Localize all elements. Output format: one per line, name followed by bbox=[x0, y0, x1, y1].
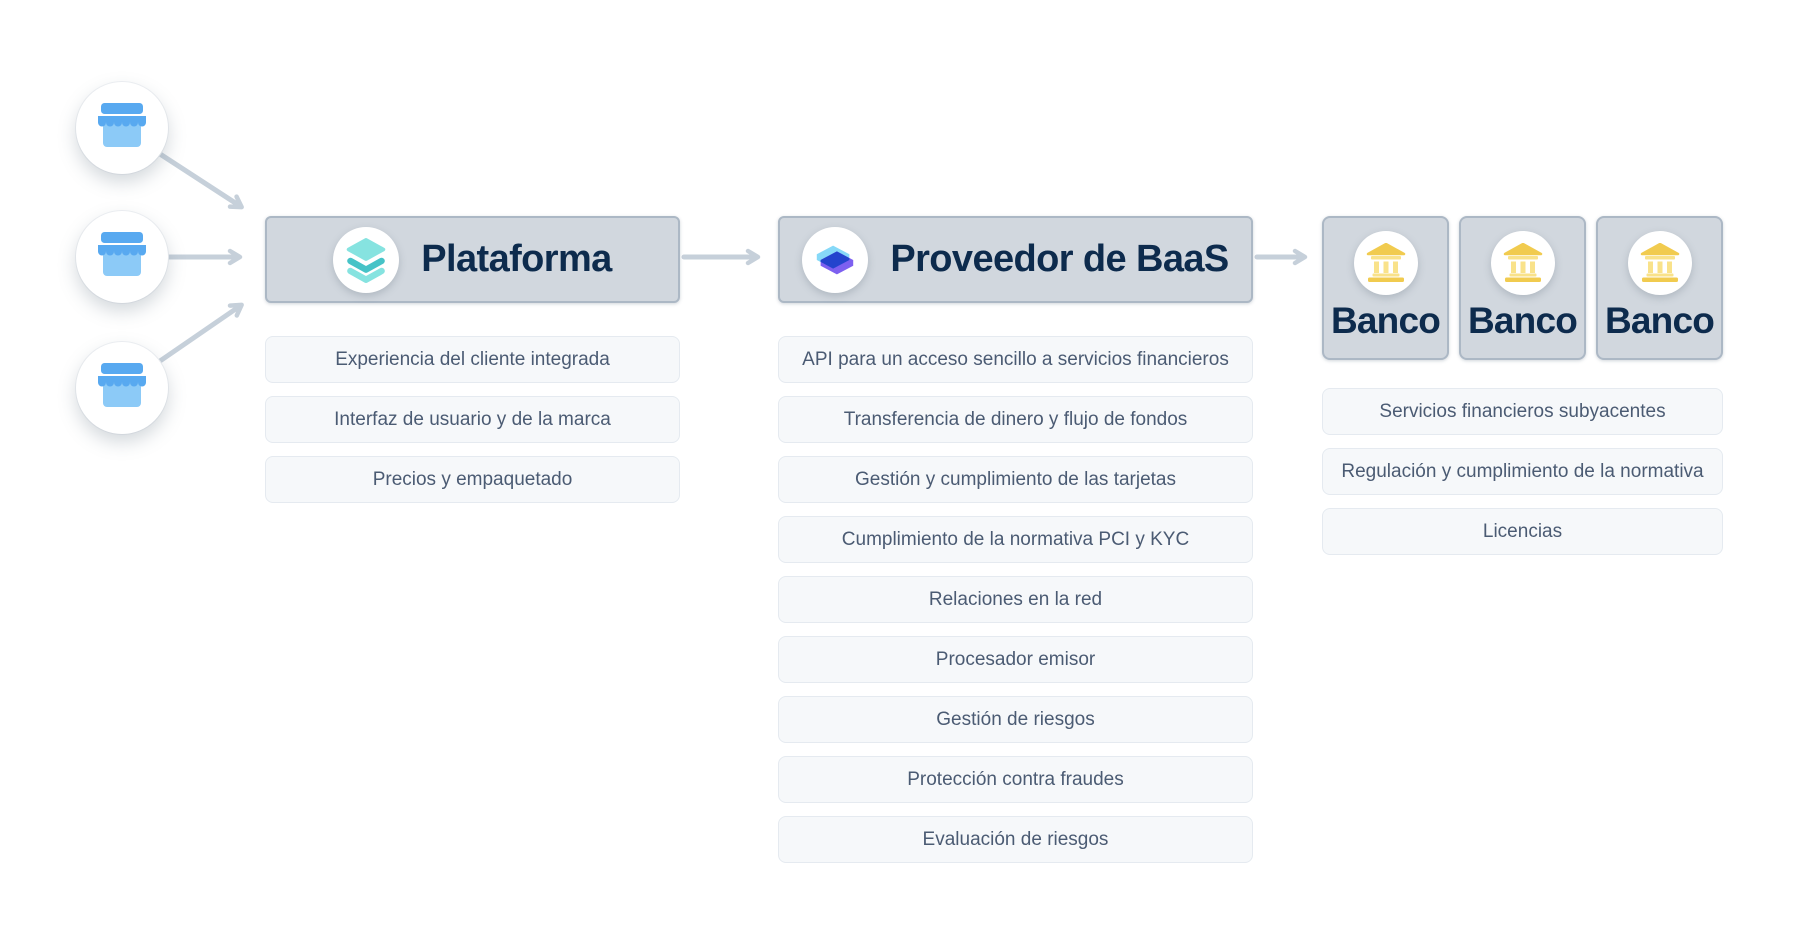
platform-items bbox=[265, 336, 680, 503]
baas-item: Protección contra fraudes bbox=[778, 756, 1253, 803]
baas-items bbox=[778, 336, 1253, 863]
cube-icon bbox=[802, 227, 868, 293]
baas-column bbox=[778, 216, 1253, 863]
bank-label: Banco bbox=[1604, 300, 1715, 341]
baas-item: Transferencia de dinero y flujo de fondos bbox=[778, 396, 1253, 443]
bank-label: Banco bbox=[1330, 300, 1441, 341]
baas-item: Procesador emisor bbox=[778, 636, 1253, 683]
platform-item: Experiencia del cliente integrada bbox=[265, 336, 680, 383]
baas-item: Relaciones en la red bbox=[778, 576, 1253, 623]
banks-column bbox=[1322, 216, 1723, 555]
baas-item: Cumplimiento de la normativa PCI y KYC bbox=[778, 516, 1253, 563]
bank-item: Servicios financieros subyacentes bbox=[1322, 388, 1723, 435]
merchant-node bbox=[76, 211, 168, 303]
bank-label: Banco bbox=[1467, 300, 1578, 341]
storefront-icon bbox=[96, 232, 148, 283]
platform-item: Interfaz de usuario y de la marca bbox=[265, 396, 680, 443]
bank-icon bbox=[1354, 231, 1418, 295]
bank-item: Regulación y cumplimiento de la normativa bbox=[1322, 448, 1723, 495]
baas-item: Gestión de riesgos bbox=[778, 696, 1253, 743]
merchant-node bbox=[76, 342, 168, 434]
bank-items bbox=[1322, 388, 1723, 555]
bank-item: Licencias bbox=[1322, 508, 1723, 555]
layers-icon bbox=[333, 227, 399, 293]
baas-item: Gestión y cumplimiento de las tarjetas bbox=[778, 456, 1253, 503]
bank-icon bbox=[1628, 231, 1692, 295]
baas-node bbox=[778, 216, 1253, 303]
merchant-node bbox=[76, 82, 168, 174]
platform-item: Precios y empaquetado bbox=[265, 456, 680, 503]
bank-node bbox=[1322, 216, 1449, 360]
baas-item: API para un acceso sencillo a servicios financieros bbox=[778, 336, 1253, 383]
platform-column bbox=[265, 216, 680, 503]
baas-item: Evaluación de riesgos bbox=[778, 816, 1253, 863]
bank-node bbox=[1459, 216, 1586, 360]
platform-node bbox=[265, 216, 680, 303]
storefront-icon bbox=[96, 103, 148, 154]
baas-title: Proveedor de BaaS bbox=[890, 238, 1229, 280]
bank-node bbox=[1596, 216, 1723, 360]
platform-title: Plataforma bbox=[421, 238, 612, 280]
bank-icon bbox=[1491, 231, 1555, 295]
storefront-icon bbox=[96, 363, 148, 414]
bank-row bbox=[1322, 216, 1723, 360]
